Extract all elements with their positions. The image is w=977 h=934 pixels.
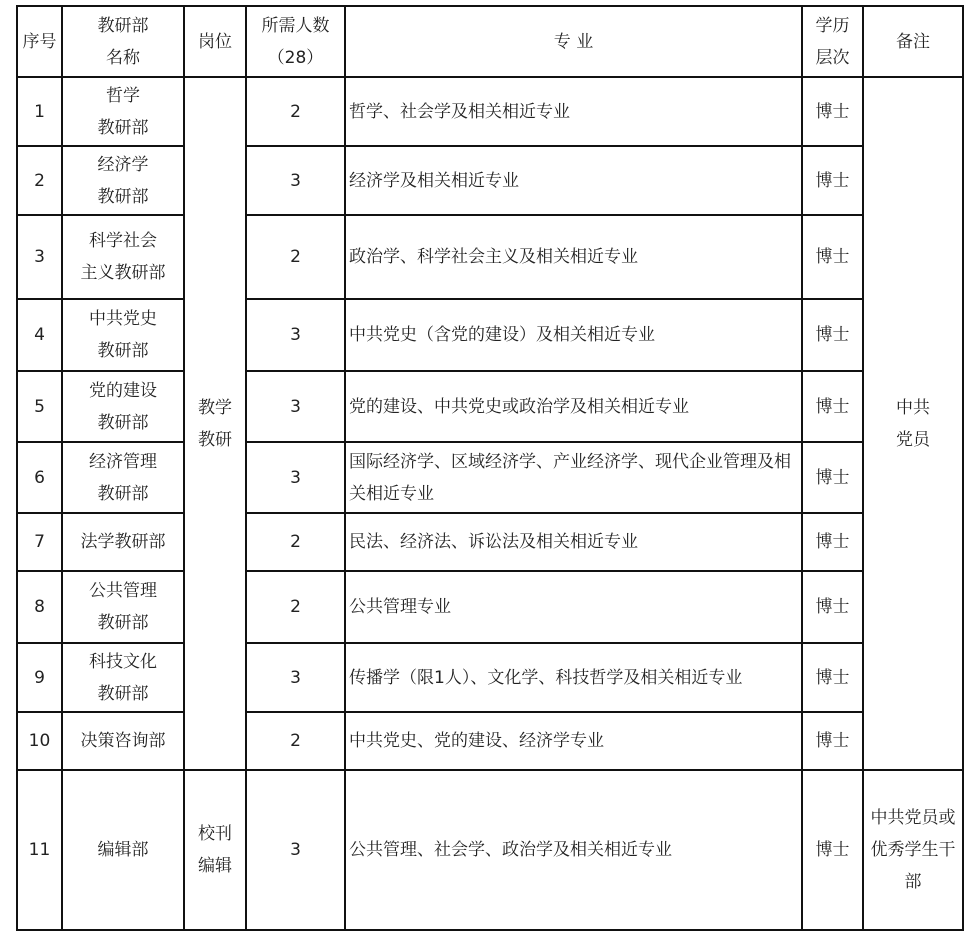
header-major: 专 业 [345,6,802,77]
cell-degree: 博士 [802,371,863,442]
cell-dept [62,299,184,371]
cell-seq: 5 [17,371,62,442]
cell-dept-line2: 主义教研部 [80,263,166,283]
cell-degree: 博士 [802,513,863,571]
cell-seq: 9 [17,643,62,712]
cell-seq: 11 [17,770,62,930]
recruitment-table [16,5,964,931]
header-degree-line1: 学历 [815,15,850,36]
cell-count: 2 [246,712,345,770]
cell-count: 2 [246,77,345,146]
cell-major: 国际经济学、区域经济学、产业经济学、现代企业管理及相关相近专业 [345,442,802,513]
position-group1-line2: 教研 [198,429,232,450]
cell-seq: 4 [17,299,62,371]
cell-count: 2 [246,215,345,299]
cell-count: 3 [246,299,345,371]
cell-major: 传播学（限1人）、文化学、科技哲学及相关相近专业 [345,643,802,712]
position-group2-line1: 校刊 [198,824,232,844]
cell-seq: 6 [17,442,62,513]
cell-dept-line2: 教研部 [97,117,149,138]
cell-count: 3 [246,371,345,442]
cell-major: 中共党史（含党的建设）及相关相近专业 [345,299,802,371]
header-degree [802,6,863,77]
cell-dept-line2: 教研部 [97,683,149,704]
cell-dept-line1: 科技文化 [89,651,157,672]
position-group2-line2: 编辑 [198,856,232,876]
cell-major: 哲学、社会学及相关相近专业 [345,77,802,146]
table-row [17,299,963,371]
cell-count: 3 [246,643,345,712]
cell-seq: 3 [17,215,62,299]
cell-dept-line1: 公共管理 [89,581,157,601]
cell-degree: 博士 [802,712,863,770]
cell-dept [62,571,184,643]
header-note: 备注 [863,6,963,77]
cell-note-group2 [863,770,963,930]
cell-major: 经济学及相关相近专业 [345,146,802,215]
cell-dept-line1: 哲学 [106,85,140,106]
cell-seq: 1 [17,77,62,146]
cell-dept-line1: 决策咨询部 [80,731,166,751]
table-row [17,371,963,442]
header-dept-line2: 名称 [106,47,140,68]
cell-degree: 博士 [802,215,863,299]
cell-dept [62,215,184,299]
cell-seq: 10 [17,712,62,770]
cell-count: 3 [246,146,345,215]
note-group2-line2: 优秀学生干 [870,840,956,860]
table-row [17,770,963,930]
table-row [17,571,963,643]
cell-dept-line2: 教研部 [97,341,149,361]
cell-degree: 博士 [802,299,863,371]
cell-seq: 7 [17,513,62,571]
cell-dept-line2: 教研部 [97,613,149,633]
cell-dept [62,513,184,571]
table-row [17,442,963,513]
cell-count: 2 [246,571,345,643]
cell-dept-line2: 教研部 [97,483,149,504]
table-header-row [17,6,963,77]
cell-major: 民法、经济法、诉讼法及相关相近专业 [345,513,802,571]
cell-dept [62,442,184,513]
cell-dept-line1: 科学社会 [89,231,157,251]
cell-degree: 博士 [802,571,863,643]
cell-major: 公共管理、社会学、政治学及相关相近专业 [345,770,802,930]
cell-position-group1 [184,77,246,770]
table-row [17,712,963,770]
cell-dept [62,77,184,146]
cell-dept-line2: 教研部 [97,186,149,207]
header-count-line2: （28） [267,47,324,68]
table-row [17,513,963,571]
cell-seq: 8 [17,571,62,643]
cell-seq: 2 [17,146,62,215]
cell-note-group1 [863,77,963,770]
cell-dept-line1: 党的建设 [89,380,157,401]
cell-dept [62,712,184,770]
note-group1-line2: 党员 [896,429,930,450]
cell-degree: 博士 [802,77,863,146]
cell-major: 中共党史、党的建设、经济学专业 [345,712,802,770]
cell-major: 政治学、科学社会主义及相关相近专业 [345,215,802,299]
cell-position-group2 [184,770,246,930]
cell-dept-line1: 中共党史 [89,309,157,329]
note-group2-line1: 中共党员或 [870,808,956,828]
cell-major: 公共管理专业 [345,571,802,643]
cell-dept-line1: 经济管理 [89,451,157,472]
note-group2-line3: 部 [904,872,922,892]
cell-dept-line2: 教研部 [97,412,149,433]
note-group1-line1: 中共 [896,397,930,418]
cell-degree: 博士 [802,643,863,712]
cell-major: 党的建设、中共党史或政治学及相关相近专业 [345,371,802,442]
cell-dept-line1: 编辑部 [97,840,149,860]
header-dept-line1: 教研部 [97,15,149,36]
header-count [246,6,345,77]
header-seq: 序号 [17,6,62,77]
cell-degree: 博士 [802,442,863,513]
cell-dept [62,371,184,442]
header-count-line1: 所需人数 [261,15,330,36]
cell-dept-line1: 法学教研部 [80,532,166,552]
table-row [17,77,963,146]
cell-count: 3 [246,442,345,513]
cell-dept [62,146,184,215]
cell-degree: 博士 [802,146,863,215]
cell-dept [62,770,184,930]
table-row [17,643,963,712]
cell-count: 2 [246,513,345,571]
header-degree-line2: 层次 [815,47,850,68]
cell-degree: 博士 [802,770,863,930]
header-position: 岗位 [184,6,246,77]
header-dept [62,6,184,77]
position-group1-line1: 教学 [198,397,232,418]
recruitment-table-container [16,5,964,931]
table-row [17,215,963,299]
cell-dept-line1: 经济学 [97,154,149,175]
cell-count: 3 [246,770,345,930]
cell-dept [62,643,184,712]
table-row [17,146,963,215]
